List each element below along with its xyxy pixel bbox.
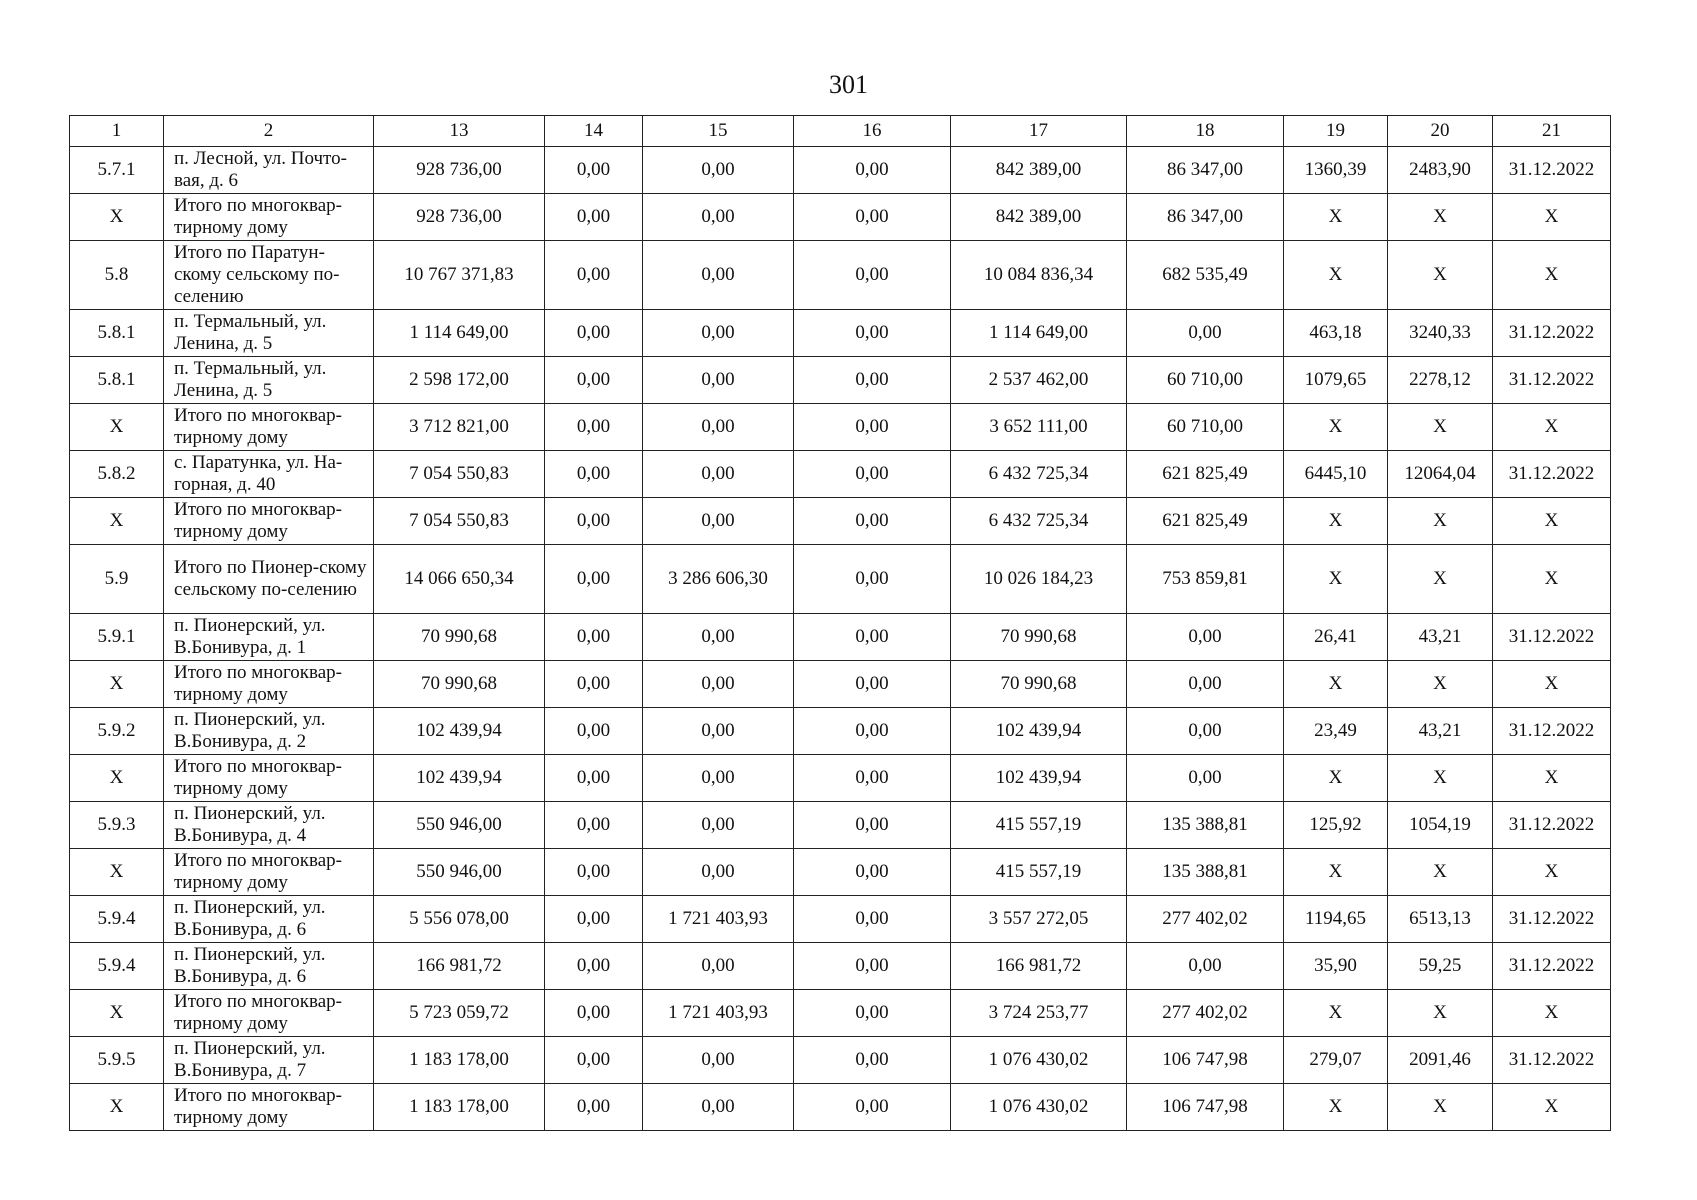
cell-col-17: 1 076 430,02 bbox=[951, 1084, 1127, 1131]
cell-col-17: 3 557 272,05 bbox=[951, 896, 1127, 943]
cell-col-18: 0,00 bbox=[1127, 614, 1284, 661]
cell-col-20: Х bbox=[1388, 498, 1493, 545]
cell-address: Итого по многоквар-тирному дому bbox=[164, 498, 374, 545]
cell-row-number: 5.9.1 bbox=[70, 614, 164, 661]
table-row bbox=[70, 614, 1611, 661]
cell-col-20: 2091,46 bbox=[1388, 1037, 1493, 1084]
cell-col-17: 70 990,68 bbox=[951, 614, 1127, 661]
cell-col-14: 0,00 bbox=[545, 802, 643, 849]
cell-address: Итого по многоквар-тирному дому bbox=[164, 990, 374, 1037]
cell-completion-date: 31.12.2022 bbox=[1493, 310, 1611, 357]
cell-col-13: 70 990,68 bbox=[374, 661, 545, 708]
cell-col-19: Х bbox=[1284, 498, 1388, 545]
cell-col-17: 6 432 725,34 bbox=[951, 451, 1127, 498]
cell-col-18: 621 825,49 bbox=[1127, 498, 1284, 545]
cell-col-14: 0,00 bbox=[545, 451, 643, 498]
cell-address: Итого по многоквар-тирному дому bbox=[164, 194, 374, 241]
table-row bbox=[70, 708, 1611, 755]
cell-address: Итого по многоквар-тирному дому bbox=[164, 755, 374, 802]
cell-completion-date: Х bbox=[1493, 498, 1611, 545]
cell-col-18: 106 747,98 bbox=[1127, 1037, 1284, 1084]
cell-col-17: 10 026 184,23 bbox=[951, 545, 1127, 614]
cell-col-15: 0,00 bbox=[643, 310, 794, 357]
cell-col-18: 135 388,81 bbox=[1127, 802, 1284, 849]
cell-col-14: 0,00 bbox=[545, 404, 643, 451]
cell-col-18: 86 347,00 bbox=[1127, 194, 1284, 241]
table-row bbox=[70, 498, 1611, 545]
cell-completion-date: 31.12.2022 bbox=[1493, 1037, 1611, 1084]
cell-col-15: 0,00 bbox=[643, 943, 794, 990]
cell-col-19: Х bbox=[1284, 755, 1388, 802]
cell-col-20: Х bbox=[1388, 1084, 1493, 1131]
cell-address: Итого по многоквар-тирному дому bbox=[164, 1084, 374, 1131]
cell-col-16: 0,00 bbox=[794, 451, 951, 498]
cell-col-15: 0,00 bbox=[643, 802, 794, 849]
cell-address: Итого по многоквар-тирному дому bbox=[164, 404, 374, 451]
cell-col-14: 0,00 bbox=[545, 357, 643, 404]
cell-col-20: Х bbox=[1388, 661, 1493, 708]
cell-col-16: 0,00 bbox=[794, 614, 951, 661]
cell-col-16: 0,00 bbox=[794, 498, 951, 545]
cell-col-13: 7 054 550,83 bbox=[374, 451, 545, 498]
cell-row-number: Х bbox=[70, 661, 164, 708]
cell-col-15: 0,00 bbox=[643, 708, 794, 755]
cell-col-19: Х bbox=[1284, 404, 1388, 451]
cell-col-19: Х bbox=[1284, 545, 1388, 614]
cell-col-19: 26,41 bbox=[1284, 614, 1388, 661]
cell-completion-date: Х bbox=[1493, 241, 1611, 310]
cell-col-16: 0,00 bbox=[794, 194, 951, 241]
table-row bbox=[70, 357, 1611, 404]
cell-col-17: 842 389,00 bbox=[951, 194, 1127, 241]
cell-col-17: 1 076 430,02 bbox=[951, 1037, 1127, 1084]
cell-address: Итого по Пионер-скому сельскому по-селению bbox=[164, 545, 374, 614]
cell-col-19: 1360,39 bbox=[1284, 147, 1388, 194]
cell-col-20: 3240,33 bbox=[1388, 310, 1493, 357]
cell-col-16: 0,00 bbox=[794, 1037, 951, 1084]
cell-col-18: 86 347,00 bbox=[1127, 147, 1284, 194]
cell-col-17: 842 389,00 bbox=[951, 147, 1127, 194]
cell-col-18: 753 859,81 bbox=[1127, 545, 1284, 614]
cell-address: п. Термальный, ул. Ленина, д. 5 bbox=[164, 357, 374, 404]
cell-col-15: 0,00 bbox=[643, 498, 794, 545]
capital-repair-table bbox=[69, 115, 1611, 1131]
cell-col-18: 621 825,49 bbox=[1127, 451, 1284, 498]
cell-col-17: 2 537 462,00 bbox=[951, 357, 1127, 404]
cell-col-19: Х bbox=[1284, 1084, 1388, 1131]
cell-col-13: 2 598 172,00 bbox=[374, 357, 545, 404]
cell-col-15: 0,00 bbox=[643, 849, 794, 896]
table-row bbox=[70, 943, 1611, 990]
cell-col-20: 6513,13 bbox=[1388, 896, 1493, 943]
cell-completion-date: Х bbox=[1493, 1084, 1611, 1131]
cell-col-15: 0,00 bbox=[643, 1037, 794, 1084]
cell-col-16: 0,00 bbox=[794, 802, 951, 849]
cell-address: п. Лесной, ул. Почто-вая, д. 6 bbox=[164, 147, 374, 194]
cell-col-20: Х bbox=[1388, 849, 1493, 896]
cell-col-19: 35,90 bbox=[1284, 943, 1388, 990]
cell-col-20: Х bbox=[1388, 404, 1493, 451]
column-header-13: 13 bbox=[374, 116, 545, 147]
cell-col-14: 0,00 bbox=[545, 708, 643, 755]
cell-address: п. Пионерский, ул. В.Бонивура, д. 6 bbox=[164, 896, 374, 943]
cell-col-13: 70 990,68 bbox=[374, 614, 545, 661]
cell-completion-date: 31.12.2022 bbox=[1493, 147, 1611, 194]
cell-col-20: 2483,90 bbox=[1388, 147, 1493, 194]
column-header-21: 21 bbox=[1493, 116, 1611, 147]
cell-col-20: Х bbox=[1388, 194, 1493, 241]
cell-col-14: 0,00 bbox=[545, 755, 643, 802]
cell-col-15: 0,00 bbox=[643, 1084, 794, 1131]
cell-col-14: 0,00 bbox=[545, 990, 643, 1037]
column-header-20: 20 bbox=[1388, 116, 1493, 147]
cell-col-19: 125,92 bbox=[1284, 802, 1388, 849]
column-header-18: 18 bbox=[1127, 116, 1284, 147]
cell-col-19: Х bbox=[1284, 661, 1388, 708]
table-header-row bbox=[70, 116, 1611, 147]
cell-col-16: 0,00 bbox=[794, 147, 951, 194]
cell-row-number: Х bbox=[70, 849, 164, 896]
cell-col-17: 3 652 111,00 bbox=[951, 404, 1127, 451]
cell-completion-date: Х bbox=[1493, 990, 1611, 1037]
cell-col-13: 14 066 650,34 bbox=[374, 545, 545, 614]
cell-col-14: 0,00 bbox=[545, 661, 643, 708]
cell-col-13: 10 767 371,83 bbox=[374, 241, 545, 310]
cell-col-15: 0,00 bbox=[643, 241, 794, 310]
cell-col-16: 0,00 bbox=[794, 896, 951, 943]
cell-row-number: Х bbox=[70, 1084, 164, 1131]
cell-col-19: 279,07 bbox=[1284, 1037, 1388, 1084]
cell-completion-date: 31.12.2022 bbox=[1493, 896, 1611, 943]
cell-col-20: Х bbox=[1388, 755, 1493, 802]
cell-col-15: 0,00 bbox=[643, 404, 794, 451]
cell-address: Итого по Паратун-скому сельскому по-селению bbox=[164, 241, 374, 310]
cell-row-number: 5.9.3 bbox=[70, 802, 164, 849]
cell-col-17: 102 439,94 bbox=[951, 708, 1127, 755]
cell-col-16: 0,00 bbox=[794, 545, 951, 614]
cell-row-number: Х bbox=[70, 755, 164, 802]
cell-col-18: 106 747,98 bbox=[1127, 1084, 1284, 1131]
cell-row-number: Х bbox=[70, 990, 164, 1037]
cell-col-13: 3 712 821,00 bbox=[374, 404, 545, 451]
cell-col-16: 0,00 bbox=[794, 708, 951, 755]
cell-col-16: 0,00 bbox=[794, 755, 951, 802]
cell-col-14: 0,00 bbox=[545, 849, 643, 896]
cell-completion-date: Х bbox=[1493, 194, 1611, 241]
cell-col-15: 3 286 606,30 bbox=[643, 545, 794, 614]
cell-row-number: 5.9.4 bbox=[70, 896, 164, 943]
cell-col-18: 135 388,81 bbox=[1127, 849, 1284, 896]
cell-col-18: 277 402,02 bbox=[1127, 896, 1284, 943]
table-body bbox=[70, 116, 1611, 1131]
cell-row-number: Х bbox=[70, 498, 164, 545]
cell-col-16: 0,00 bbox=[794, 661, 951, 708]
cell-col-14: 0,00 bbox=[545, 614, 643, 661]
cell-address: п. Термальный, ул. Ленина, д. 5 bbox=[164, 310, 374, 357]
cell-col-17: 70 990,68 bbox=[951, 661, 1127, 708]
table-row bbox=[70, 404, 1611, 451]
cell-col-17: 1 114 649,00 bbox=[951, 310, 1127, 357]
cell-col-19: 463,18 bbox=[1284, 310, 1388, 357]
cell-row-number: 5.9.4 bbox=[70, 943, 164, 990]
cell-address: п. Пионерский, ул. В.Бонивура, д. 6 bbox=[164, 943, 374, 990]
cell-col-20: Х bbox=[1388, 990, 1493, 1037]
cell-col-13: 1 183 178,00 bbox=[374, 1084, 545, 1131]
cell-completion-date: Х bbox=[1493, 849, 1611, 896]
cell-col-13: 102 439,94 bbox=[374, 708, 545, 755]
cell-address: п. Пионерский, ул. В.Бонивура, д. 4 bbox=[164, 802, 374, 849]
cell-col-20: Х bbox=[1388, 545, 1493, 614]
table-row bbox=[70, 990, 1611, 1037]
cell-col-14: 0,00 bbox=[545, 1084, 643, 1131]
cell-row-number: Х bbox=[70, 194, 164, 241]
cell-completion-date: 31.12.2022 bbox=[1493, 357, 1611, 404]
cell-col-13: 166 981,72 bbox=[374, 943, 545, 990]
table-row bbox=[70, 1084, 1611, 1131]
cell-completion-date: 31.12.2022 bbox=[1493, 708, 1611, 755]
cell-col-20: 2278,12 bbox=[1388, 357, 1493, 404]
cell-col-15: 0,00 bbox=[643, 147, 794, 194]
cell-col-19: Х bbox=[1284, 241, 1388, 310]
cell-col-16: 0,00 bbox=[794, 357, 951, 404]
cell-address: п. Пионерский, ул. В.Бонивура, д. 1 bbox=[164, 614, 374, 661]
cell-col-15: 0,00 bbox=[643, 451, 794, 498]
cell-address: Итого по многоквар-тирному дому bbox=[164, 661, 374, 708]
cell-row-number: 5.9.5 bbox=[70, 1037, 164, 1084]
cell-col-20: 43,21 bbox=[1388, 708, 1493, 755]
cell-col-13: 1 183 178,00 bbox=[374, 1037, 545, 1084]
table-row bbox=[70, 451, 1611, 498]
cell-col-18: 277 402,02 bbox=[1127, 990, 1284, 1037]
cell-col-15: 0,00 bbox=[643, 194, 794, 241]
cell-col-16: 0,00 bbox=[794, 1084, 951, 1131]
cell-col-19: Х bbox=[1284, 849, 1388, 896]
column-header-17: 17 bbox=[951, 116, 1127, 147]
cell-col-17: 166 981,72 bbox=[951, 943, 1127, 990]
column-header-19: 19 bbox=[1284, 116, 1388, 147]
cell-col-16: 0,00 bbox=[794, 990, 951, 1037]
column-header-2: 2 bbox=[164, 116, 374, 147]
cell-col-18: 682 535,49 bbox=[1127, 241, 1284, 310]
cell-col-17: 10 084 836,34 bbox=[951, 241, 1127, 310]
cell-address: п. Пионерский, ул. В.Бонивура, д. 7 bbox=[164, 1037, 374, 1084]
cell-col-17: 415 557,19 bbox=[951, 849, 1127, 896]
table-row bbox=[70, 849, 1611, 896]
cell-col-13: 102 439,94 bbox=[374, 755, 545, 802]
cell-col-16: 0,00 bbox=[794, 404, 951, 451]
cell-col-20: Х bbox=[1388, 241, 1493, 310]
cell-col-18: 0,00 bbox=[1127, 708, 1284, 755]
table-row bbox=[70, 755, 1611, 802]
page-number: 301 bbox=[829, 70, 868, 99]
cell-col-14: 0,00 bbox=[545, 241, 643, 310]
table-row bbox=[70, 545, 1611, 614]
cell-address: с. Паратунка, ул. На-горная, д. 40 bbox=[164, 451, 374, 498]
cell-col-20: 1054,19 bbox=[1388, 802, 1493, 849]
table-row bbox=[70, 1037, 1611, 1084]
cell-col-13: 550 946,00 bbox=[374, 802, 545, 849]
cell-completion-date: Х bbox=[1493, 545, 1611, 614]
cell-col-17: 3 724 253,77 bbox=[951, 990, 1127, 1037]
cell-col-15: 0,00 bbox=[643, 614, 794, 661]
cell-completion-date: Х bbox=[1493, 661, 1611, 708]
cell-completion-date: 31.12.2022 bbox=[1493, 802, 1611, 849]
table-row bbox=[70, 661, 1611, 708]
cell-col-14: 0,00 bbox=[545, 498, 643, 545]
table-row bbox=[70, 241, 1611, 310]
cell-col-13: 5 723 059,72 bbox=[374, 990, 545, 1037]
column-header-1: 1 bbox=[70, 116, 164, 147]
cell-col-16: 0,00 bbox=[794, 943, 951, 990]
cell-completion-date: 31.12.2022 bbox=[1493, 614, 1611, 661]
cell-row-number: Х bbox=[70, 404, 164, 451]
cell-col-18: 0,00 bbox=[1127, 310, 1284, 357]
cell-col-15: 1 721 403,93 bbox=[643, 990, 794, 1037]
table-row bbox=[70, 194, 1611, 241]
cell-col-13: 550 946,00 bbox=[374, 849, 545, 896]
cell-col-16: 0,00 bbox=[794, 241, 951, 310]
cell-col-14: 0,00 bbox=[545, 545, 643, 614]
cell-col-18: 0,00 bbox=[1127, 755, 1284, 802]
cell-row-number: 5.7.1 bbox=[70, 147, 164, 194]
cell-completion-date: Х bbox=[1493, 404, 1611, 451]
cell-col-18: 0,00 bbox=[1127, 661, 1284, 708]
cell-col-18: 60 710,00 bbox=[1127, 357, 1284, 404]
cell-col-16: 0,00 bbox=[794, 849, 951, 896]
cell-col-14: 0,00 bbox=[545, 1037, 643, 1084]
cell-col-15: 1 721 403,93 bbox=[643, 896, 794, 943]
cell-col-13: 928 736,00 bbox=[374, 194, 545, 241]
cell-row-number: 5.8 bbox=[70, 241, 164, 310]
cell-col-14: 0,00 bbox=[545, 943, 643, 990]
cell-address: п. Пионерский, ул. В.Бонивура, д. 2 bbox=[164, 708, 374, 755]
cell-col-18: 60 710,00 bbox=[1127, 404, 1284, 451]
cell-col-19: Х bbox=[1284, 990, 1388, 1037]
cell-col-19: 1079,65 bbox=[1284, 357, 1388, 404]
cell-col-13: 928 736,00 bbox=[374, 147, 545, 194]
table-row bbox=[70, 147, 1611, 194]
cell-col-16: 0,00 bbox=[794, 310, 951, 357]
cell-col-20: 59,25 bbox=[1388, 943, 1493, 990]
cell-row-number: 5.8.1 bbox=[70, 357, 164, 404]
cell-address: Итого по многоквар-тирному дому bbox=[164, 849, 374, 896]
column-header-15: 15 bbox=[643, 116, 794, 147]
cell-col-14: 0,00 bbox=[545, 896, 643, 943]
cell-row-number: 5.9 bbox=[70, 545, 164, 614]
cell-col-14: 0,00 bbox=[545, 147, 643, 194]
cell-col-19: 1194,65 bbox=[1284, 896, 1388, 943]
cell-col-17: 415 557,19 bbox=[951, 802, 1127, 849]
cell-col-13: 5 556 078,00 bbox=[374, 896, 545, 943]
cell-completion-date: 31.12.2022 bbox=[1493, 943, 1611, 990]
table-row bbox=[70, 310, 1611, 357]
cell-completion-date: 31.12.2022 bbox=[1493, 451, 1611, 498]
cell-col-20: 43,21 bbox=[1388, 614, 1493, 661]
column-header-16: 16 bbox=[794, 116, 951, 147]
cell-col-14: 0,00 bbox=[545, 194, 643, 241]
cell-row-number: 5.9.2 bbox=[70, 708, 164, 755]
cell-completion-date: Х bbox=[1493, 755, 1611, 802]
cell-col-19: 23,49 bbox=[1284, 708, 1388, 755]
cell-col-13: 7 054 550,83 bbox=[374, 498, 545, 545]
cell-col-18: 0,00 bbox=[1127, 943, 1284, 990]
cell-col-17: 6 432 725,34 bbox=[951, 498, 1127, 545]
table-row bbox=[70, 802, 1611, 849]
cell-col-14: 0,00 bbox=[545, 310, 643, 357]
cell-col-19: 6445,10 bbox=[1284, 451, 1388, 498]
cell-col-15: 0,00 bbox=[643, 357, 794, 404]
cell-row-number: 5.8.1 bbox=[70, 310, 164, 357]
table-row bbox=[70, 896, 1611, 943]
cell-col-19: Х bbox=[1284, 194, 1388, 241]
cell-col-20: 12064,04 bbox=[1388, 451, 1493, 498]
cell-col-17: 102 439,94 bbox=[951, 755, 1127, 802]
cell-col-13: 1 114 649,00 bbox=[374, 310, 545, 357]
cell-row-number: 5.8.2 bbox=[70, 451, 164, 498]
cell-col-15: 0,00 bbox=[643, 661, 794, 708]
cell-col-15: 0,00 bbox=[643, 755, 794, 802]
column-header-14: 14 bbox=[545, 116, 643, 147]
